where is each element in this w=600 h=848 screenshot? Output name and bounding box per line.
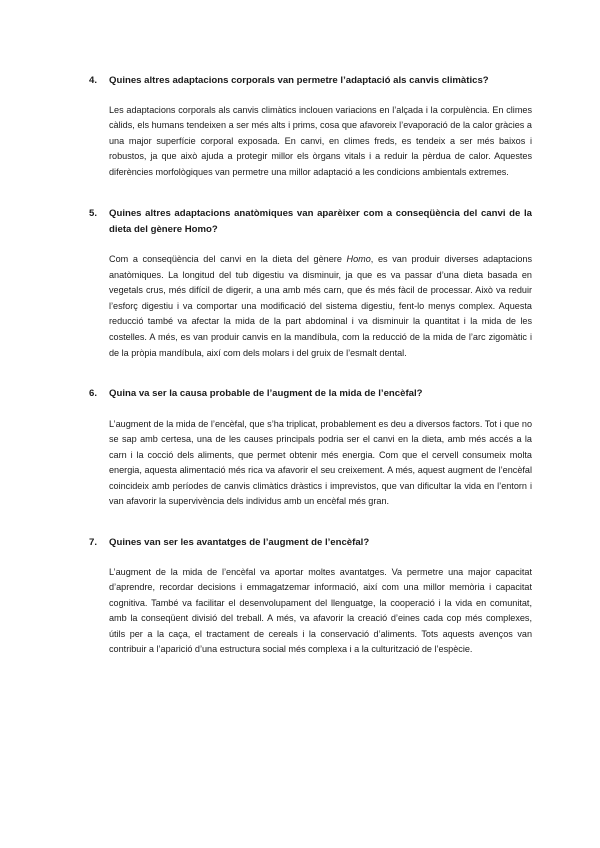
question-text: Quines altres adaptacions anatòmiques van aparèixer com a conseqüència del canvi de la dieta del gènere Homo? xyxy=(109,208,532,235)
question-text: Quines altres adaptacions corporals van permetre l’adaptació als canvis climàtics? xyxy=(109,75,489,86)
question-number: 5. xyxy=(89,208,98,219)
answer-text-end: , es van produir diverses adaptacions anatòmiques. La longitud del tub digestiu va disminuir, ja que es va passar d’una dieta basada en vegetals crus, més difícil de digerir, a una amb més carn, que és més fàcil de processar. Això va reduir l’esforç digestiu i va comportar una modificació del sistema digestiu, fent-lo menys complex. Aquesta reducció també va afectar la mida de la part abdominal i va disminuir la quantitat i la mida de les costelles. A més, es van produir canvis en la mandíbula, com la reducció de la mida de l’arc zigomàtic i de la pròpia mandíbula, així com dels molars i del gruix de l’esmalt dental. xyxy=(109,254,533,358)
question-number: 6. xyxy=(89,388,98,399)
question-heading xyxy=(0,535,600,551)
question-heading xyxy=(0,386,600,402)
question-block-7 xyxy=(0,535,600,658)
question-number: 7. xyxy=(89,537,98,548)
answer-paragraph: L’augment de la mida de l’encèfal va aportar moltes avantatges. Va permetre una major capacitat d’aprendre, recordar decisions i emmagatzemar informació, així com una millor memòria i capacitat cognitiva. També va facilitar el desenvolupament del llenguatge, la cooperació i la vida en comunitat, amb la conseqüent divisió del treball. A més, va afavorir la creació d’eines cada cop més complexes, útils per a la caça, el tractament de cereals i la conservació d’aliments. Tots aquests avenços van contribuir a l’aparició d’una estructura social més complexa i a la culturització de l’espècie. xyxy=(109,566,532,655)
question-text: Quina va ser la causa probable de l’augment de la mida de l’encèfal? xyxy=(109,388,423,399)
question-heading xyxy=(0,73,600,89)
question-heading xyxy=(0,206,600,237)
question-block-4 xyxy=(0,73,600,180)
answer-text-start: Com a conseqüència del canvi en la dieta del gènere xyxy=(109,254,347,264)
answer-paragraph: L’augment de la mida de l’encèfal, que s’ha triplicat, probablement es deu a diversos factors. Tot i que no se sap amb certesa, una de les causes principals podria ser el canvi en la dieta, amb més accés a la carn i la cocció dels aliments, que permet obtenir més energia. Com que el cervell consumeix molta energia, aquesta alimentació més rica va afavorir el seu creixement. A més, aquest augment de l’encèfal coincideix amb períodes de canvis climàtics dràstics i imprevistos, que van dificultar la vida en l’entorn i van afavorir la supervivència dels individus amb un encèfal més gran. xyxy=(109,418,532,507)
question-block-6 xyxy=(0,386,600,510)
question-number: 4. xyxy=(89,75,98,86)
question-text: Quines van ser les avantatges de l’augment de l’encèfal? xyxy=(109,537,370,548)
answer-paragraph: Les adaptacions corporals als canvis climàtics inclouen variacions en l’alçada i la corpulència. En climes càlids, els humans tendeixen a ser més alts i prims, cosa que afavoreix l’evaporació de la calor gràcies a una major superfície corporal exposada. En canvi, en climes freds, es tendeix a ser més baixos i robustos, ja que això ajuda a protegir millor els òrgans vitals i a reduir la pèrdua de calor. Aquestes diferències morfològiques van permetre una millor adaptació a les condicions ambientals extremes. xyxy=(109,104,532,177)
question-block-5 xyxy=(0,206,600,361)
answer-paragraph xyxy=(0,252,600,361)
answer-italic-genus: Homo xyxy=(346,254,371,264)
